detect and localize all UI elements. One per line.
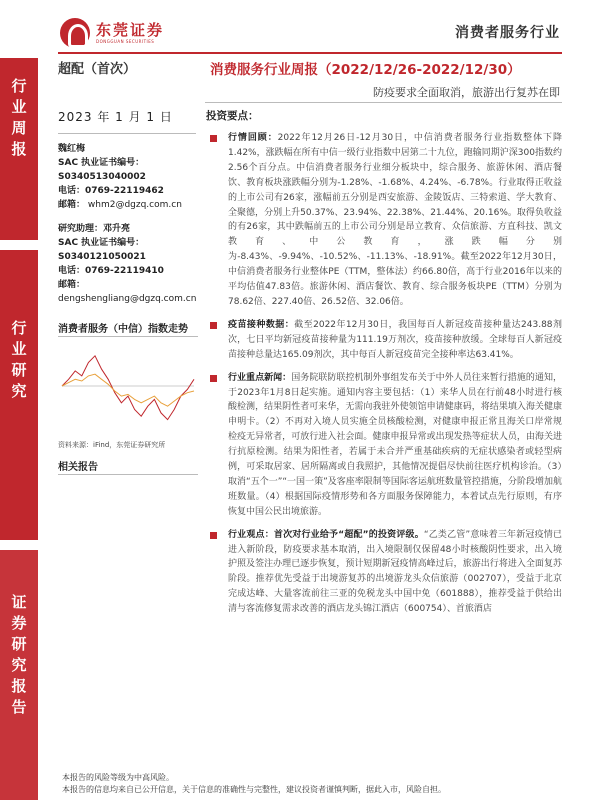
analyst-email-label: 邮箱：: [58, 280, 86, 290]
square-bullet-icon: [210, 532, 217, 539]
point-view: [206, 528, 562, 617]
logo-text: [96, 21, 164, 45]
logo-en: DONGGUAN SECURITIES: [96, 39, 155, 44]
point-text: 2022年12月26日-12月30日，中信消费者服务行业指数整体下降1.42%，涨跌幅在所有中信一级行业指数中居第二十九位，跑输同期沪深300指数约2.56个百分点。中信消费者服务行业细分板块中，综合服务、旅游休闲、酒店餐饮、教育板块涨跌幅分别为-1.28%、-1.68%、4.24%、-6.78%。行业取得正收益的上市公司有26家，涨幅前五分别是西安旅游、金陵饭店、三特索道、学大教育、全聚德，分别上升50.37%、23.94%、22.38%、21.44%、20.16%。取得负收益的有26家，其中跌幅前五的上市公司分别是昂立教育、众信旅游、方直科技、凯文教育、中公教育，涨跌幅分别为-8.43%、-9.94%、-10.52%、-11.13%、-18.91%。截至2022年12月30日，中信消费者服务行业整体PE（TTM，整体法）约66.80倍，高于行业2016年以来的平均估值47.83倍。旅游休闲、酒店餐饮、教育、综合服务板块PE（TTM）分别为78.62倍、227.40倍、26.52倍、32.06倍。: [228, 133, 562, 307]
strip-char: 行: [11, 319, 27, 337]
strip-char: 行: [11, 77, 27, 95]
analyst-email[interactable]: dengshengliang@dgzq.com.cn: [58, 294, 197, 304]
investment-points: [206, 108, 562, 625]
analyst-sac: S0340513040002: [58, 172, 146, 182]
footer-disclaimer: [62, 772, 446, 796]
side-strip-weekly: [0, 58, 38, 240]
header-industry: 消费者服务行业: [455, 25, 560, 41]
analyst-1: [58, 142, 196, 212]
strip-char: 业: [11, 340, 27, 358]
strip-char: 研: [11, 361, 27, 379]
point-text: 截至2022年12月30日，我国每百人新冠疫苗接种量达243.88剂次，七日平均新冠疫苗接种量为111.19万剂次，疫苗接种放缓。全球每百人新冠疫苗接种总量达165.09剂次，其中每百人新冠疫苗完全接种率达63.41%。: [228, 319, 562, 360]
point-market-review: [206, 131, 562, 310]
strip-char: 周: [11, 119, 27, 137]
analyst-sac-label: SAC 执业证书编号：: [58, 238, 145, 248]
strip-char: 研: [11, 635, 27, 653]
square-bullet-icon: [210, 135, 217, 142]
date-divider: [58, 133, 196, 134]
chart-series-line-0: [62, 356, 194, 420]
related-reports-heading: 相关报告: [58, 462, 98, 473]
strip-char: 报: [11, 140, 27, 158]
side-strip-research: [0, 250, 38, 540]
report-title: 消费服务行业周报（2022/12/26-2022/12/30）: [210, 62, 521, 78]
strip-char: 证: [11, 593, 27, 611]
strip-char: 究: [11, 656, 27, 674]
analyst-tel: 电话：0769-22119410: [58, 266, 164, 276]
point-text: 国务院联防联控机制外事组发布关于中外人员往来暂行措施的通知，于2023年1月8日起实施。通知内容主要包括：（1）来华人员在行前48小时进行核酸检测，结果阴性者可来华，无需向我驻外使领馆申请健康码，将结果填入海关健康申明卡。（2）不再对入境人员实施全员核酸检测，对健康申报正常且海关口岸常规检疫无异常者，可放行进入社会面。健康申报异常或出现发热等症状人员，由海关进行抗原检测。结果为阳性者，若属于未合并严重基础疾病的无症状感染者或轻型病例，可采取居家、居所隔离或自我照护，其他情况提倡尽快前往医疗机构诊治。（3）取消“五个一”“一国一策”及客座率限制等国际客运航班数量管控措施，分阶段增加航班数量。（4）根据国际疫情形势和各方面服务保障能力，本着试点先行原则，有序恢复中国公民出境旅游。: [228, 372, 562, 517]
analyst-tel: 电话：0769-22119462: [58, 186, 164, 196]
analyst-sac-label: SAC 执业证书编号：: [58, 158, 145, 168]
logo-cn: 东莞证券: [96, 21, 165, 39]
related-divider: [58, 474, 198, 475]
assistant-role: 研究助理：邓升亮: [58, 224, 131, 234]
company-logo: [60, 16, 164, 50]
square-bullet-icon: [210, 375, 217, 382]
point-key: 行业重点新闻：: [228, 372, 292, 383]
strip-char: 究: [11, 382, 27, 400]
analyst-email[interactable]: whm2@dgzq.com.cn: [87, 200, 182, 210]
square-bullet-icon: [210, 322, 217, 329]
chart-source: 资料来源：iFind，东莞证券研究所: [58, 441, 166, 449]
strip-char: 报: [11, 677, 27, 695]
analyst-email-label: 邮箱：: [58, 200, 86, 210]
chart-title: 消费者服务（中信）指数走势: [58, 324, 188, 335]
strip-char: 业: [11, 98, 27, 116]
side-strip-report: [0, 550, 38, 800]
strip-char: 券: [11, 614, 27, 632]
point-key: 疫苗接种数据：: [228, 319, 295, 330]
analyst-name: 魏红梅: [58, 144, 86, 154]
header-divider: [58, 52, 562, 54]
point-key: 行业观点：: [228, 529, 274, 540]
point-key: 行情回顾：: [228, 133, 278, 143]
strip-char: 告: [11, 698, 27, 716]
analyst-2: [58, 222, 196, 306]
point-news: [206, 371, 562, 520]
footer-disclaimer-text: 本报告的信息均来自已公开信息，关于信息的准确性与完整性，建议投资者谨慎判断，据此入市，风险自担。: [62, 785, 446, 794]
points-heading: 投资要点：: [206, 110, 259, 122]
analyst-panel: [58, 108, 196, 306]
footer-risk-level: 本报告的风险等级为中高风险。: [62, 773, 174, 782]
chart-divider: [58, 336, 198, 337]
point-vaccine: [206, 318, 562, 363]
point-emphasis: 首次对行业给予“超配”的投资评级。: [273, 529, 424, 540]
report-date: 2023 年 1 月 1 日: [58, 110, 173, 124]
rating: 超配（首次）: [58, 62, 137, 77]
index-trend-chart: [58, 338, 198, 434]
logo-emblem-icon: [60, 18, 90, 48]
point-text: “乙类乙管”意味着三年新冠疫情已进入新阶段，防疫要求基本取消，出入境限制仅保留48小时核酸阴性要求，出入境护照及签注办理已逐步恢复，预计短期新冠疫情高峰过后，旅游出行将进入全面复苏阶段。推荐优先受益于出境游复苏的出境游龙头众信旅游（002707），受益于北京完成达峰、大量客流前往三亚的免税龙头中国中免（601888），推荐受益于供给出清与客流修复需求改善的酒店龙头锦江酒店（600754）、首旅酒店: [228, 529, 562, 615]
report-subtitle: 防疫要求全面取消，旅游出行复苏在即: [373, 86, 560, 99]
analyst-sac: S0340121050021: [58, 252, 146, 262]
subtitle-divider: [205, 102, 562, 103]
chart-series-line-1: [62, 374, 194, 406]
